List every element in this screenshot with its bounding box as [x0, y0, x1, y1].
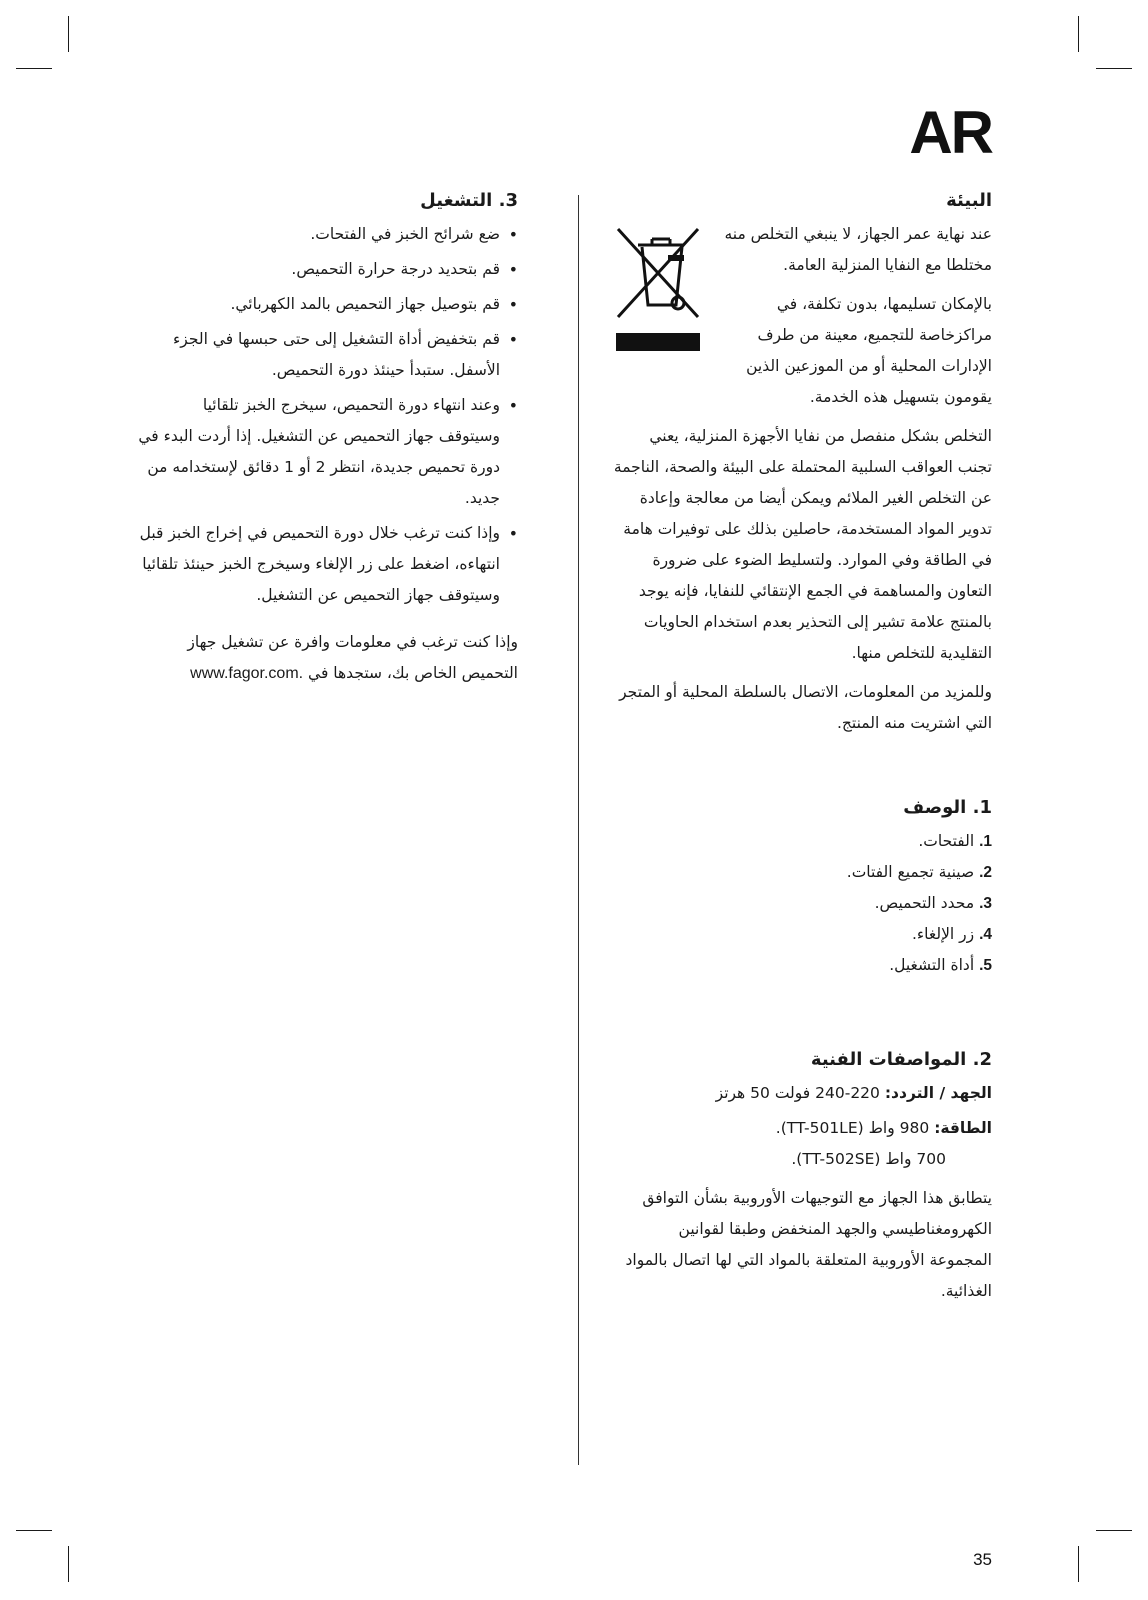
spec-value: 220-240 فولت 50 هرتز — [715, 1084, 880, 1102]
column-divider — [578, 195, 579, 1465]
operation-title — [138, 190, 518, 211]
power-spec — [612, 1144, 992, 1175]
language-code: AR — [909, 99, 992, 166]
crop-mark — [1078, 16, 1079, 52]
section-number: 3. — [498, 190, 518, 211]
list-item: 5. أداة التشغيل. — [889, 956, 992, 974]
more-info-text: وإذا كنت ترغب في معلومات وافرة عن تشغيل جهاز التحميص الخاص بك، ستجدها في — [187, 633, 518, 682]
crop-mark — [16, 1530, 52, 1531]
page-number: 35 — [973, 1550, 992, 1569]
right-column — [612, 190, 992, 1307]
environment-paragraph: بالإمكان تسليمها، بدون تكلفة، في مراكزخاصة للتجميع، معينة من طرف الإدارات المحلية أو من الموزعين الذين يقومون بتسهيل هذه الخدمة. — [746, 295, 992, 406]
crop-mark — [68, 16, 69, 52]
environment-paragraph: وللمزيد من المعلومات، الاتصال بالسلطة المحلية أو المتجر التي اشتريت منه المنتج. — [619, 683, 992, 732]
environment-paragraph: عند نهاية عمر الجهاز، لا ينبغي التخلص منه مختلطا مع النفايا المنزلية العامة. — [724, 225, 992, 274]
voltage-spec — [612, 1078, 992, 1109]
list-item: • قم بتخفيض أداة التشغيل إلى حتى حبسها في الجزء الأسفل. ستبدأ حينئذ دورة التحميص. — [138, 324, 518, 386]
parts-list — [612, 826, 992, 981]
crop-mark — [68, 1546, 69, 1582]
description-section — [612, 797, 992, 981]
list-item: 4. زر الإلغاء. — [911, 925, 992, 943]
environment-paragraph: التخلص بشكل منفصل من نفايا الأجهزة المنزلية، يعني تجنب العواقب السلبية المحتملة على البيئة والصحة، الناجمة عن التخلص الغير الملائم ويمكن أيضا من معالجة وإعادة تدوير المواد المستخدمة، حاصلين بذلك على توفيرات هامة في الطاقة وفي الموارد. ولتسليط الضوء على ضرورة التعاون والمساهمة في الجمع الإنتقائي للنفايا، فإنه يوجد بالمنتج علامة تشير إلى التحذير بعدم استخدام الحاويات التقليدية للتخلص منها. — [613, 427, 992, 662]
list-item: 1. الفتحات. — [918, 832, 992, 850]
weee-text — [722, 219, 992, 413]
crossed-out-wheeled-bin-icon — [612, 223, 704, 367]
section-number: 1. — [972, 797, 992, 818]
crop-mark — [1078, 1546, 1079, 1582]
crop-mark — [16, 68, 52, 69]
list-item: • قم بتحديد درجة حرارة التحميص. — [138, 254, 518, 285]
website-link[interactable]: www.fagor.com. — [190, 665, 304, 682]
list-item: 2. صينية تجميع الفتات. — [846, 863, 992, 881]
specs-section — [612, 1049, 992, 1307]
compliance-paragraph: يتطابق هذا الجهاز مع التوجيهات الأوروبية بشأن التوافق الكهرومغناطيسي والجهد المنخفض وطبقا لقوانين المجموعة الأوروبية المتعلقة بالمواد التي لها اتصال بالمواد الغذائية. — [625, 1189, 992, 1300]
list-item: • قم بتوصيل جهاز التحميص بالمد الكهربائي. — [138, 289, 518, 320]
operation-steps — [138, 219, 518, 611]
left-column — [138, 190, 518, 689]
section-number: 2. — [972, 1049, 992, 1070]
spec-label: الطاقة: — [934, 1119, 992, 1137]
more-info-paragraph — [138, 627, 518, 689]
list-item: • ضع شرائح الخبز في الفتحات. — [138, 219, 518, 250]
section-title-text: التشغيل — [420, 190, 493, 211]
crop-mark — [1096, 1530, 1132, 1531]
description-title — [612, 797, 992, 818]
specs-title — [612, 1049, 992, 1070]
weee-block — [612, 219, 992, 413]
list-item: • وإذا كنت ترغب خلال دورة التحميص في إخراج الخبز قبل انتهاءه، اضغط على زر الإلغاء وسيخرج الخبز حينئذ تلقائيا وسيتوقف جهاز التحميص عن التشغيل. — [138, 518, 518, 611]
list-item: 3. محدد التحميص. — [874, 894, 992, 912]
environment-title: البيئة — [946, 190, 992, 211]
section-title-text: الوصف — [903, 797, 967, 818]
environment-section — [612, 190, 992, 739]
spec-label: الجهد / التردد: — [884, 1084, 992, 1102]
power-spec — [612, 1113, 992, 1144]
list-item: • وعند انتهاء دورة التحميص، سيخرج الخبز تلقائيا وسيتوقف جهاز التحميص عن التشغيل. إذا أردت البدء في دورة تحميص جديدة، انتظر 2 أو 1 دقائق لإستخدامه من جديد. — [138, 390, 518, 514]
section-title-text: المواصفات الفنية — [810, 1049, 967, 1070]
spec-value: 980 واط (TT-501LE). — [775, 1119, 930, 1137]
crop-mark — [1096, 68, 1132, 69]
operation-section — [138, 190, 518, 689]
spec-value: 700 واط (TT-502SE). — [791, 1150, 946, 1168]
